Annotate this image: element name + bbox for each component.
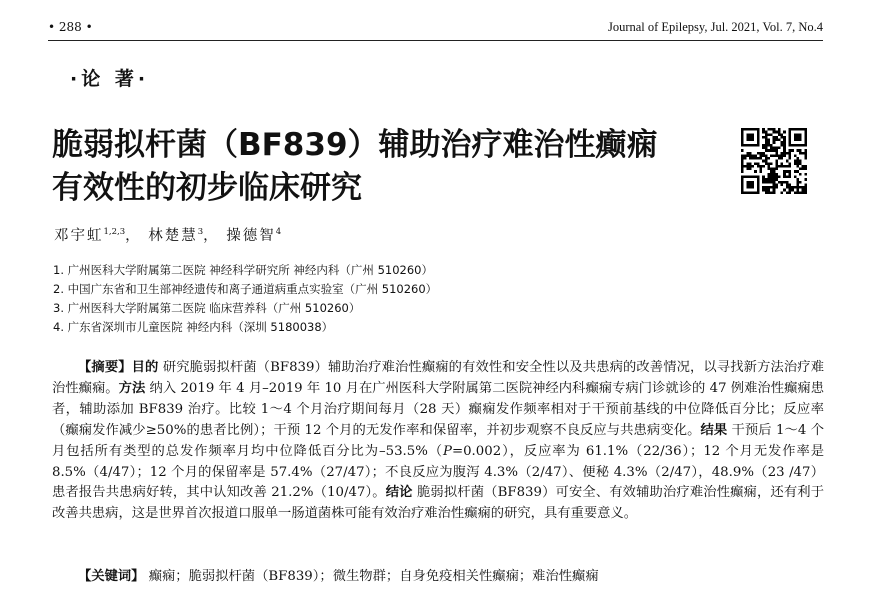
qr-module [789,191,792,194]
qr-code [741,128,807,194]
qr-module [770,170,773,173]
qr-module [799,191,802,194]
qr-module [759,154,762,157]
qr-module [794,186,797,189]
qr-module [759,170,762,173]
qr-module [762,176,765,179]
qr-module [770,168,773,171]
qr-module [752,165,755,168]
qr-module [799,149,802,152]
qr-module [775,146,778,149]
qr-module [789,183,792,186]
qr-module [775,162,778,165]
qr-module [783,154,786,157]
qr-module [741,149,744,152]
qr-module [773,186,776,189]
qr-module [796,183,799,186]
author-separator: ， [125,228,142,244]
qr-module [781,157,784,160]
qr-module [783,189,786,192]
qr-module [796,178,799,181]
methods-text: 纳入 2019 年 4 月–2019 年 10 月在广州医科大学附属第二医院神经内科癫痫专病门诊就诊的 47 例难治性癫痫患者，辅助添加 BF839 治疗。比较 1～4 个月治疗期间每月（28 天）癫痫发作频率相对于干预前基线的中位降低百分比；反应率（癫痫发作减少≥50%的患者比例）；干预 12 个月的无发作率和保留率，并初步观察不良反应与共患病变化。 [52,380,825,438]
affiliation-item: 4. 广东省深圳市儿童医院 神经内科（深圳 5180038） [53,320,334,334]
author-name: 操德智 [226,228,276,244]
qr-module [765,178,768,181]
qr-module [752,154,755,157]
objective-label: 目的 [131,360,159,375]
qr-module [767,178,770,181]
qr-module [781,165,784,168]
methods-label: 方法 [118,380,146,396]
qr-module [778,181,781,184]
results-text-continued: =0.002），反应率为 61.1%（22/36）；12 个月无发作率是 8.5%（4/47）；12 个月的保留率是 57.4%（27/47）；不良反应为腹泻 4.3%（2/47）、便秘 4.3%（2/47），48.9%（23 /47）患者报告共患病好转，其中认知改善 21.2%（10/47）。 [52,443,825,501]
qr-module [765,131,768,134]
qr-module [786,183,789,186]
qr-module [767,162,770,165]
qr-module [762,152,765,155]
qr-module [752,157,755,160]
qr-module [762,146,765,149]
qr-module [781,191,784,194]
qr-module [773,141,776,144]
p-value-symbol: P [443,443,452,459]
qr-module [804,191,807,194]
affiliation-item: 2. 中国广东省和卫生部神经遗传和离子通道病重点实验室（广州 510260） [53,282,438,296]
qr-module [765,149,768,152]
qr-module [791,189,794,192]
qr-module [804,168,807,171]
qr-module [741,165,744,168]
qr-module [796,181,799,184]
conclusion-label: 结论 [385,485,413,501]
qr-module [741,160,744,163]
qr-module [775,160,778,163]
qr-module [796,191,799,194]
qr-module [796,149,799,152]
qr-module [783,144,786,147]
qr-module [794,154,797,157]
qr-module [783,152,786,155]
qr-module [794,160,797,163]
qr-module [762,128,765,131]
qr-module [778,131,781,134]
qr-module [775,149,778,152]
qr-module [799,160,802,163]
qr-module [754,157,757,160]
qr-module [802,186,805,189]
qr-module [804,157,807,160]
qr-module [770,176,773,179]
author-name: 邓宇虹 [54,228,104,244]
qr-module [802,152,805,155]
qr-module [796,189,799,192]
section-label: ·论 著· [70,68,150,90]
qr-module [781,162,784,165]
qr-module [765,181,768,184]
qr-module [786,186,789,189]
qr-module [746,152,749,155]
qr-module [765,141,768,144]
qr-module [804,186,807,189]
results-label: 结果 [700,422,728,438]
qr-module [799,152,802,155]
title-line-2: 有效性的初步临床研究 [52,170,362,206]
conclusion-text: 脆弱拟杆菌（BF839）可安全、有效辅助治疗难治性癫痫，还有利于改善共患病，这是世界首次报道口服单一肠道菌株可能有效治疗难治性癫痫的研究，具有重要意义。 [52,485,825,522]
qr-module [783,149,786,152]
qr-module [762,165,765,168]
qr-module [791,186,794,189]
qr-module [781,141,784,144]
journal-header: Journal of Epilepsy, Jul. 2021, Vol. 7, No.4 [607,20,823,34]
qr-module [762,189,765,192]
page-number: • 288 • [48,20,93,34]
qr-module [759,165,762,168]
qr-module [781,133,784,136]
author-list [54,224,281,245]
qr-module [767,186,770,189]
qr-module [744,165,747,168]
abstract-label: 【摘要】 [78,360,132,375]
qr-module [741,162,744,165]
qr-module [773,128,776,131]
qr-module [754,154,757,157]
qr-module [767,139,770,142]
qr-module [794,162,797,165]
qr-module [796,170,799,173]
qr-module [767,141,770,144]
qr-module [783,146,786,149]
article-title [52,124,732,210]
qr-module [781,183,784,186]
qr-module [765,186,768,189]
qr-module [799,168,802,171]
qr-module [802,189,805,192]
qr-module [773,181,776,184]
qr-module [770,181,773,184]
qr-module [794,191,797,194]
qr-module [778,128,781,131]
qr-module [786,160,789,163]
affiliation-item: 1. 广州医科大学附属第二医院 神经科学研究所 神经内科（广州 510260） [53,263,433,277]
qr-module [767,168,770,171]
qr-module [767,176,770,179]
qr-module [786,165,789,168]
qr-module [770,178,773,181]
qr-module [783,136,786,139]
qr-module [773,131,776,134]
qr-module [757,152,760,155]
qr-module [802,191,805,194]
qr-module [746,162,749,165]
results-text: 干预后 1～4 个月包括所有类型的总发作频率月均中位降低百分比为–53.5%（ [52,422,824,459]
qr-module [783,141,786,144]
qr-module [804,165,807,168]
author-affiliation-marker: 1,2,3 [103,227,126,238]
qr-module [775,183,778,186]
qr-module [767,133,770,136]
qr-module [749,152,752,155]
qr-module [767,165,770,168]
qr-module [789,162,792,165]
qr-module [778,133,781,136]
qr-module [778,154,781,157]
qr-module [786,152,789,155]
qr-module [802,165,805,168]
keywords-label: 【关键词】 [78,569,145,584]
objective-text: 研究脆弱拟杆菌（BF839）辅助治疗难治性癫痫的有效性和安全性以及共患病的改善情况，以寻找新方法治疗难治性癫痫。 [52,360,824,396]
qr-module [741,170,744,173]
author-affiliation-marker: 3 [197,227,204,238]
qr-module [778,157,781,160]
qr-module [778,176,781,179]
qr-module [762,136,765,139]
qr-module [773,149,776,152]
qr-module [804,173,807,176]
qr-module [744,157,747,160]
qr-module [765,191,768,194]
qr-module [804,183,807,186]
qr-module [799,181,802,184]
qr-module [799,186,802,189]
qr-module [741,157,744,160]
qr-module [775,136,778,139]
qr-module [789,157,792,160]
title-line-1: 脆弱拟杆菌（BF839）辅助治疗难治性癫痫 [52,127,658,163]
qr-module [783,181,786,184]
qr-module [767,181,770,184]
abstract-paragraph [52,358,824,525]
author-separator: ， [203,228,220,244]
qr-module [773,168,776,171]
qr-module [799,162,802,165]
qr-module [794,176,797,179]
qr-module [770,154,773,157]
qr-module [773,183,776,186]
qr-module [786,181,789,184]
qr-module [762,178,765,181]
qr-module [778,139,781,142]
qr-module [762,186,765,189]
qr-module [757,165,760,168]
qr-module [765,133,768,136]
qr-module [746,165,749,168]
qr-module [749,165,752,168]
qr-module [773,173,776,176]
qr-module [783,131,786,134]
qr-module [773,191,776,194]
qr-module [786,191,789,194]
qr-module [789,154,792,157]
qr-module [759,157,762,160]
qr-module [754,162,757,165]
qr-module [773,139,776,142]
qr-module [804,189,807,192]
qr-module [770,186,773,189]
qr-module [804,149,807,152]
qr-module [749,154,752,157]
qr-module [789,186,792,189]
qr-module [767,189,770,192]
qr-module [770,128,773,131]
qr-module [773,176,776,179]
qr-module [765,157,768,160]
qr-module [775,131,778,134]
qr-module [765,139,768,142]
qr-module [762,154,765,157]
qr-module [767,128,770,131]
qr-module [775,152,778,155]
qr-module [778,165,781,168]
qr-module [767,173,770,176]
qr-module [741,168,744,171]
qr-module [762,181,765,184]
qr-module [767,144,770,147]
qr-module [783,165,786,168]
qr-module [781,152,784,155]
qr-module [765,144,768,147]
qr-module [775,168,778,171]
qr-module [796,186,799,189]
qr-module [794,170,797,173]
qr-module [754,170,757,173]
qr-module [765,162,768,165]
qr-module [778,146,781,149]
qr-module [791,149,794,152]
qr-module [770,144,773,147]
qr-module [770,162,773,165]
qr-module [781,154,784,157]
qr-module [781,144,784,147]
qr-module [796,165,799,168]
keywords [78,565,599,584]
qr-module [773,146,776,149]
qr-module [765,146,768,149]
qr-module [767,157,770,160]
affiliation-list [53,261,437,337]
qr-module [744,154,747,157]
qr-module [746,168,749,171]
abstract [52,358,824,525]
qr-module [775,178,778,181]
qr-module [770,133,773,136]
qr-module [775,154,778,157]
qr-module [773,136,776,139]
qr-module [804,154,807,157]
qr-module [804,178,807,181]
qr-module [789,189,792,192]
affiliation-item: 3. 广州医科大学附属第二医院 临床营养科（广州 510260） [53,301,361,315]
qr-module [770,173,773,176]
qr-module [746,154,749,157]
qr-module [765,189,768,192]
qr-module [799,173,802,176]
qr-module [775,186,778,189]
qr-module [775,173,778,176]
qr-module [765,160,768,163]
qr-module [796,160,799,163]
qr-module [773,178,776,181]
qr-module [757,157,760,160]
qr-module [781,181,784,184]
qr-module [749,162,752,165]
qr-module [773,189,776,192]
qr-module [770,191,773,194]
qr-module [804,152,807,155]
qr-module [796,157,799,160]
qr-module [781,136,784,139]
header-rule [48,40,823,41]
qr-module [749,157,752,160]
qr-module [759,152,762,155]
qr-module [765,154,768,157]
qr-module [767,191,770,194]
qr-module [775,139,778,142]
keywords-text: 癫痫；脆弱拟杆菌（BF839）；微生物群；自身免疫相关性癫痫；难治性癫痫 [148,569,599,584]
qr-module [762,160,765,163]
author-name: 林楚慧 [148,228,198,244]
qr-module [767,149,770,152]
qr-module [789,149,792,152]
qr-module [775,165,778,168]
qr-module [770,146,773,149]
qr-module [789,152,792,155]
qr-module [802,168,805,171]
author-affiliation-marker: 4 [275,227,282,238]
qr-module [757,162,760,165]
qr-module [762,131,765,134]
qr-module [741,154,744,157]
qr-module [789,165,792,168]
qr-module [749,168,752,171]
qr-module [762,144,765,147]
qr-module [773,170,776,173]
qr-module [796,162,799,165]
qr-module [759,168,762,171]
qr-module [783,139,786,142]
qr-module [770,149,773,152]
qr-module [775,176,778,179]
qr-module [765,136,768,139]
qr-module [773,154,776,157]
